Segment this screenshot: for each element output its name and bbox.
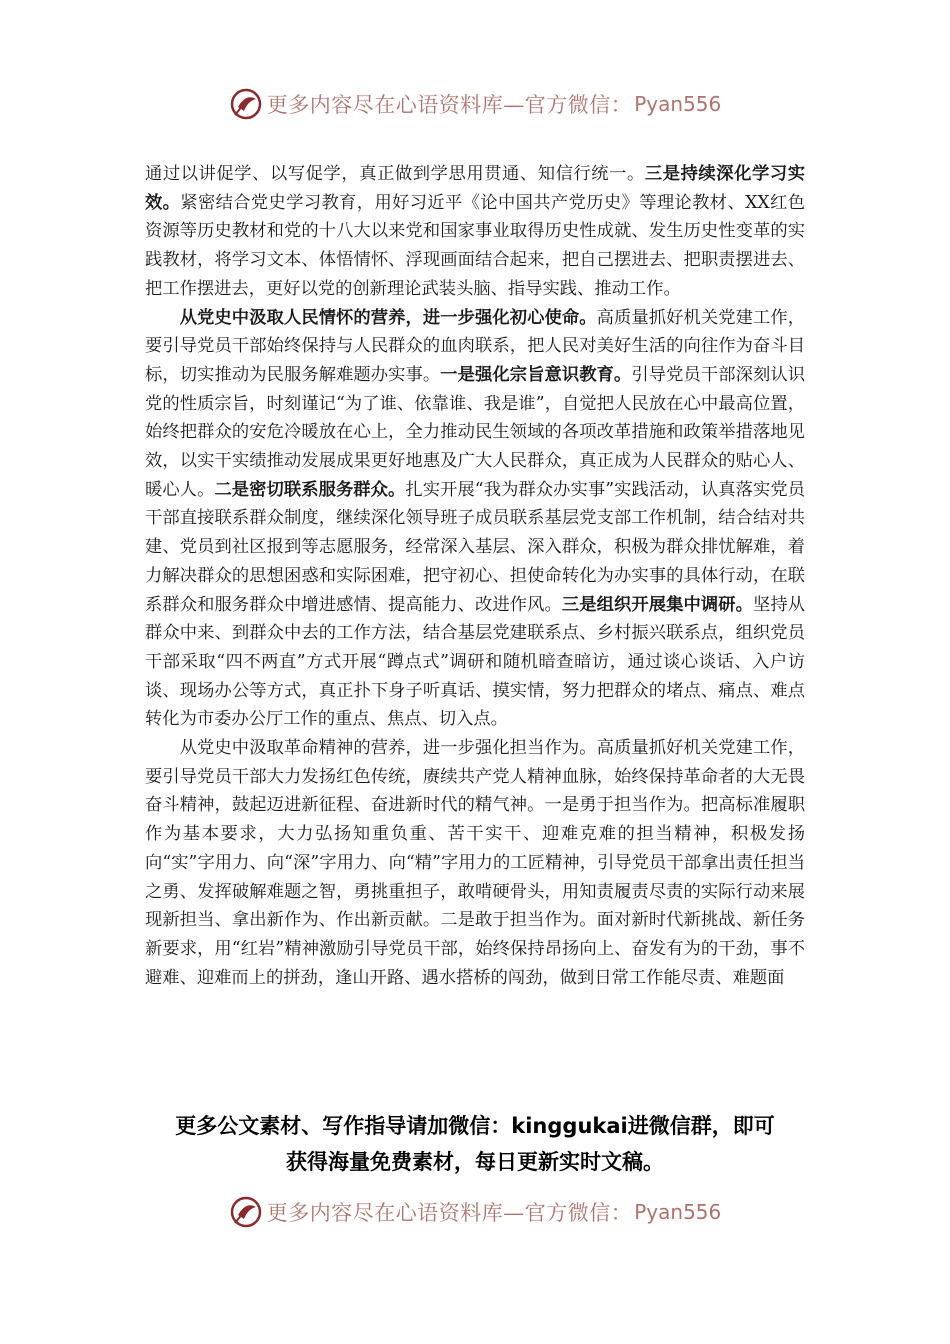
paragraph [145, 734, 805, 992]
text-segment: 紧密结合党史学习教育，用好习近平《论中国共产党历史》等理论教材、XX红色资源等历史教材和党的十八大以来党和国家事业取得历史性成就、发生历史性变革的实践教材，将学习文本、体悟情怀、浮现画面结合起来，把自己摆进去、把职责摆进去、把工作摆进去，更好以党的创新理论武装头脑、指导实践、推动工作。 [145, 192, 805, 299]
paragraph [145, 304, 805, 735]
watermark-wechat-id: Pyan556 [634, 92, 722, 116]
watermark-text: 更多内容尽在心语资料库—官方微信： [266, 93, 633, 117]
header-watermark [0, 84, 950, 124]
promo-line-1: 更多公文素材、写作指导请加微信：kinggukai进微信群，即可 [175, 1114, 775, 1138]
bold-heading-segment: 从党史中汲取人民情怀的营养，进一步强化初心使命。 [179, 307, 597, 328]
bold-heading-segment: 二是密切联系服务群众。 [214, 479, 406, 500]
brand-logo-icon [229, 1195, 263, 1229]
bold-heading-segment: 一是强化宗旨意识教育。 [440, 364, 632, 385]
text-segment: 引导党员干部深刻认识党的性质宗旨，时刻谨记“为了谁、依靠谁、我是谁”，自觉把人民放在心中最高位置，始终把群众的安危冷暖放在心上，全力推动民生领域的各项改革措施和政策举措落地见效，以实干实绩推动发展成果更好地惠及广大人民群众，真正成为人民群众的贴心人、暖心人。 [145, 364, 805, 500]
promo-notice [120, 1108, 830, 1180]
document-body [145, 160, 805, 992]
bold-heading-segment: 三是组织开展集中调研。 [561, 594, 753, 615]
text-segment: 扎实开展“我为群众办实事”实践活动，认真落实党员干部直接联系群众制度，继续深化领导班子成员联系基层党支部工作机制，结合结对共建、党员到社区报到等志愿服务，经常深入基层、深入群众，积极为群众排忧解难，着力解决群众的思想困惑和实际困难，把守初心、担使命转化为办实事的具体行动，在联系群众和服务群众中增进感情、提高能力、改进作风。 [145, 479, 805, 615]
text-segment: 从党史中汲取革命精神的营养，进一步强化担当作为。高质量抓好机关党建工作，要引导党员干部大力发扬红色传统，赓续共产党人精神血脉，始终保持革命者的大无畏奋斗精神，鼓起迈进新征程、奋进新时代的精气神。一是勇于担当作为。把高标准履职作为基本要求，大力弘扬知重负重、苦干实干、迎难克难的担当精神，积极发扬向“实”字用力、向“深”字用力、向“精”字用力的工匠精神，引导党员干部拿出责任担当之勇、发挥破解难题之智，勇挑重担子，敢啃硬骨头，用知责履责尽责的实际行动来展现新担当、拿出新作为、作出新贡献。二是敢于担当作为。面对新时代新挑战、新任务新要求，用“红岩”精神激励引导党员干部，始终保持昂扬向上、奋发有为的干劲，事不避难、迎难而上的拼劲，逢山开路、遇水搭桥的闯劲，做到日常工作能尽责、难题面 [145, 738, 805, 988]
text-segment: 通过以讲促学、以写促学，真正做到学思用贯通、知信行统一。 [145, 164, 645, 184]
bold-heading-segment: 三是持续深化学习实效。 [145, 164, 805, 213]
footer-watermark [0, 1192, 950, 1232]
brand-logo-icon [229, 87, 263, 121]
promo-line-2: 获得海量免费素材，每日更新实时文稿。 [286, 1150, 664, 1174]
text-segment: 坚持从群众中来、到群众中去的工作方法，结合基层党建联系点、乡村振兴联系点，组织党员干部采取“四不两直”方式开展“蹲点式”调研和随机暗查暗访，通过谈心谈话、入户访谈、现场办公等方式，真正扑下身子听真话、摸实情，努力把群众的堵点、痛点、难点转化为市委办公厅工作的重点、焦点、切入点。 [145, 594, 805, 730]
watermark-wechat-id: Pyan556 [634, 1200, 722, 1224]
paragraph [145, 160, 805, 304]
watermark-text: 更多内容尽在心语资料库—官方微信： [266, 1201, 633, 1225]
text-segment: 高质量抓好机关党建工作，要引导党员干部始终保持与人民群众的血肉联系，把人民对美好生活的向往作为奋斗目标，切实推动为民服务解难题办实事。 [145, 307, 805, 385]
